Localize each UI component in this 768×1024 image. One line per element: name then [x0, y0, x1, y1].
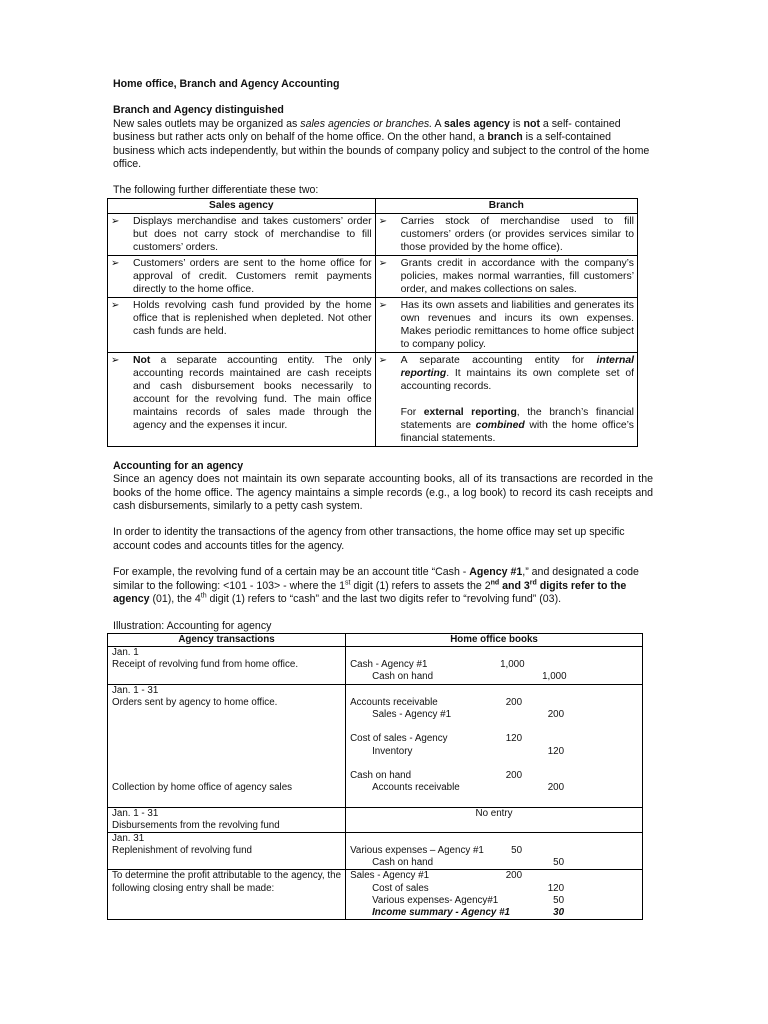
- transaction-cell: [108, 870, 346, 920]
- journal-entry-line: Accounts receivable 200: [350, 696, 523, 708]
- journal-entry-line: Various expenses- Agency#1 50: [372, 894, 565, 906]
- journal-entry-line: Cash - Agency #1 1,000: [350, 659, 525, 671]
- document-page: [113, 78, 653, 920]
- journal-entry-line: Cash on hand 200: [350, 769, 523, 781]
- cell-text: Has its own assets and liabilities and generates its own revenues and incurs its own expenses. Makes periodic remittances to home office subject to company policy.: [400, 299, 634, 350]
- transaction-description: To determine the profit attributable to the agency, the following closing entry shall be made:: [112, 870, 342, 894]
- transaction-date: Jan. 1: [112, 647, 139, 659]
- table-row: [108, 832, 643, 870]
- journal-entry-line: Income summary - Agency #1 30: [372, 907, 565, 919]
- no-entry-text: No entry: [475, 807, 513, 819]
- arrow-bullet-icon: ➢: [378, 354, 388, 366]
- arrow-bullet-icon: ➢: [378, 215, 388, 227]
- table-row: [108, 807, 643, 832]
- agency-cell: [108, 255, 376, 297]
- differentiate-text: The following further differentiate these two:: [113, 184, 319, 197]
- table-row: [108, 647, 643, 685]
- journal-entry-line: Various expenses – Agency #1 50: [350, 845, 523, 857]
- journal-entry-line: Sales - Agency #1 200: [372, 709, 565, 721]
- transaction-cell: [108, 684, 346, 807]
- transaction-description: Orders sent by agency to home office.: [112, 696, 278, 708]
- section-heading-distinguished: Branch and Agency distinguished: [113, 104, 284, 117]
- table-row: [108, 297, 638, 352]
- comparison-table: [107, 198, 638, 447]
- transaction-date: Jan. 31: [112, 832, 145, 844]
- agency-cell: [108, 213, 376, 255]
- agency-cell: [108, 297, 376, 352]
- column-header-home-office-books: Home office books: [346, 633, 643, 646]
- cell-text: Holds revolving cash fund provided by the home office that is replenished when depleted. Not other cash funds are held.: [133, 299, 372, 337]
- journal-cell: [346, 870, 643, 920]
- column-header-branch: Branch: [375, 198, 637, 213]
- illustration-table: [107, 633, 643, 920]
- transaction-date: Jan. 1 - 31: [112, 807, 159, 819]
- cell-text: Customers’ orders are sent to the home office for approval of credit. Customers remit payments directly to the home office.: [133, 257, 372, 295]
- table-row: [108, 684, 643, 807]
- arrow-bullet-icon: ➢: [111, 354, 120, 366]
- column-header-agency-transactions: Agency transactions: [108, 633, 346, 646]
- arrow-bullet-icon: ➢: [378, 299, 388, 311]
- table-row: [108, 870, 643, 920]
- branch-cell: [375, 352, 637, 446]
- paragraph-example: For example, the revolving fund of a certain may be an account title “Cash - Agency #1,” and designated a code similar to the following: <101 - 103> - where the 1st digit (1) refers to assets the 2nd and 3rd digits refer to the agency (01), the 4th digit (1) refers to “cash” and the last two digits refer to “revolving fund” (03).: [113, 566, 639, 606]
- journal-entry-line: Cost of sales 120: [372, 882, 565, 894]
- section-heading-agency: Accounting for an agency: [113, 459, 244, 472]
- transaction-cell: [108, 807, 346, 832]
- illustration-label: Illustration: Accounting for agency: [113, 619, 272, 632]
- cell-text: A separate accounting entity for internal reporting. It maintains its own complete set of accounting records. For external reporting, the branch’s financial statements are combined with the home office’s financial statements.: [400, 354, 634, 444]
- arrow-bullet-icon: ➢: [111, 257, 120, 269]
- journal-cell: [346, 647, 643, 685]
- agency-cell: [108, 352, 376, 446]
- cell-text: Carries stock of merchandise used to fill customers’ orders (or provides services similar to those provided by the home office).: [400, 215, 634, 253]
- journal-entry-line: Inventory 120: [372, 745, 565, 757]
- paragraph-account-codes: In order to identity the transactions of the agency from other transactions, the home office may set up specific account codes and accounts titles for the agency.: [113, 526, 625, 552]
- column-header-sales-agency: Sales agency: [108, 198, 376, 213]
- branch-cell: [375, 255, 637, 297]
- arrow-bullet-icon: ➢: [378, 257, 388, 269]
- table-row: [108, 352, 638, 446]
- journal-entry-line: Cash on hand 1,000: [372, 671, 567, 683]
- transaction-description: Disbursements from the revolving fund: [112, 819, 280, 831]
- branch-cell: [375, 213, 637, 255]
- arrow-bullet-icon: ➢: [111, 215, 120, 227]
- cell-text: Displays merchandise and takes customers’ order but does not carry stock of merchandise to fill customers’ orders.: [133, 215, 372, 253]
- illustration-header: [108, 633, 643, 646]
- journal-entry-line: Sales - Agency #1 200: [350, 870, 523, 882]
- intro-paragraph: New sales outlets may be organized as sales agencies or branches. A sales agency is not a self- contained business but rather acts only on behalf of the home office. On the other hand, a branch is a self-contained business which acts independently, but within the bounds of company policy and subject to the control of the home office.: [113, 117, 650, 171]
- journal-cell: [346, 807, 643, 832]
- journal-entry-line: Accounts receivable 200: [372, 782, 565, 794]
- cell-text: Not a separate accounting entity. The only accounting records maintained are cash receipts and cash disbursement books necessarily to account for the revolving fund. The main office maintains records of sales made through the agency and the expenses it incur.: [133, 354, 372, 431]
- journal-entry-line: Cash on hand 50: [372, 857, 565, 869]
- journal-cell: [346, 684, 643, 807]
- paragraph-agency-books: Since an agency does not maintain its own separate accounting books, all of its transactions are recorded in the books of the home office. The agency maintains a simple records (e.g., a log book) to record its cash receipts and cash disbursements, similarly to a petty cash system.: [113, 473, 653, 513]
- transaction-description: Replenishment of revolving fund: [112, 845, 252, 857]
- table-row: [108, 255, 638, 297]
- arrow-bullet-icon: ➢: [111, 299, 120, 311]
- table-row: [108, 213, 638, 255]
- transaction-date: Jan. 1 - 31: [112, 684, 159, 696]
- journal-entry-line: Cost of sales - Agency 120: [350, 733, 523, 745]
- transaction-description: Collection by home office of agency sales: [112, 782, 293, 794]
- transaction-cell: [108, 832, 346, 870]
- transaction-description: Receipt of revolving fund from home office.: [112, 659, 299, 671]
- transaction-cell: [108, 647, 346, 685]
- comparison-header: [108, 198, 638, 213]
- journal-cell: [346, 832, 643, 870]
- cell-text: Grants credit in accordance with the company’s policies, makes normal warranties, fill customers’ order, and makes collections on sales.: [400, 257, 634, 295]
- document-title: Home office, Branch and Agency Accounting: [113, 78, 340, 90]
- branch-cell: [375, 297, 637, 352]
